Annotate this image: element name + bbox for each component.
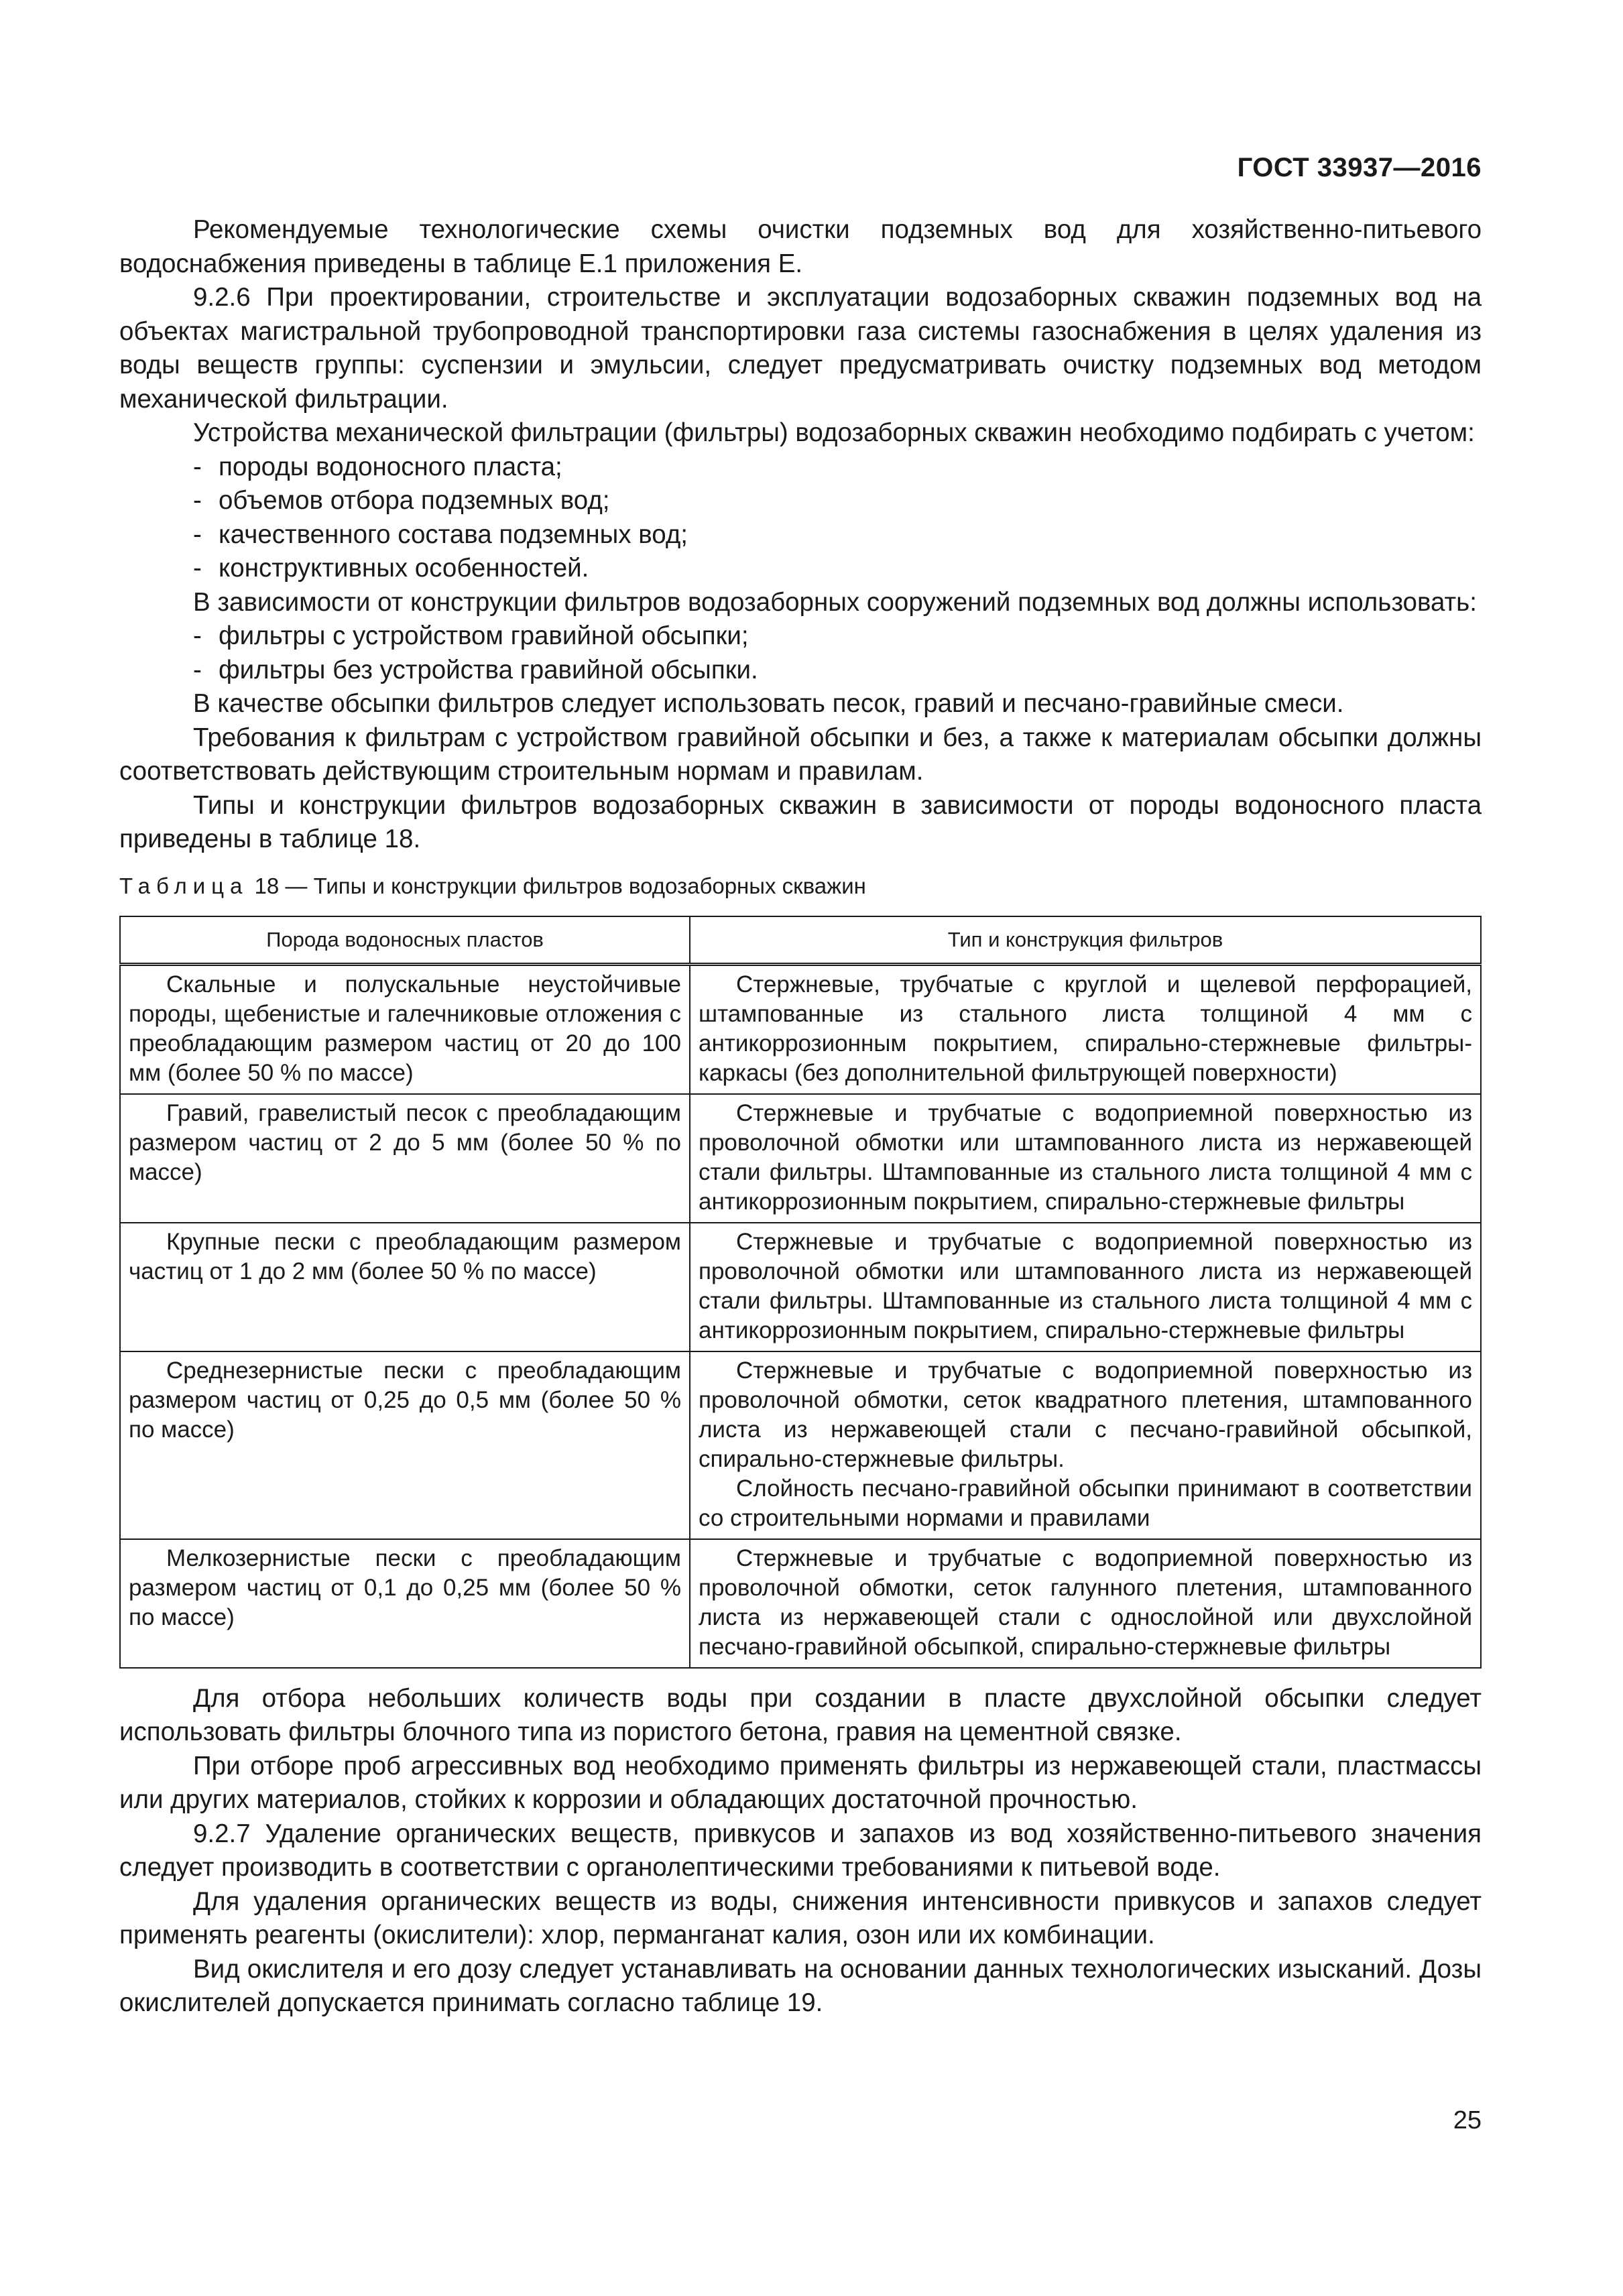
rock-cell [120,1539,690,1668]
after-table-section [119,1682,1482,2020]
column-header-rock: Порода водоносных пластов [120,916,690,965]
table-row [120,1223,1481,1351]
cell-text: Гравий, гравелистый песок с преобладающим размером частиц от 2 до 5 мм (более 50 % по массе) [129,1099,681,1185]
table-row [120,1094,1481,1223]
table-row [120,1539,1481,1668]
cell-text: Слойность песчано-гравийной обсыпки принимают в соответствии со строительными нормами и правилами [699,1475,1472,1531]
cell-text: Скальные и полускальные неустойчивые породы, щебенистые и галечниковые отложения с преобладающим размером частиц от 20 до 100 мм (более 50 % по массе) [129,971,681,1086]
list-item [193,450,1482,485]
filter-cell [690,1539,1481,1668]
filter-types-list [119,619,1482,687]
table-header-row [120,916,1481,965]
list-dash: - [193,486,202,515]
list-item-text: фильтры с устройством гравийной обсыпки; [219,621,749,650]
list-item [193,484,1482,518]
filter-types-table [119,916,1482,1669]
paragraph: Рекомендуемые технологические схемы очистки подземных вод для хозяйственно-питьевого водоснабжения приведены в таблице Е.1 приложения Е. [119,215,1482,278]
cell-text: Стержневые и трубчатые с водоприемной поверхностью из проволочной обмотки или штампованного листа из нержавеющей стали фильтры. Штампованные из стального листа толщиной 4 мм с антикоррозионным покрытием, спирально-стержневые фильтры [699,1099,1472,1215]
cell-text: Стержневые и трубчатые с водоприемной поверхностью из проволочной обмотки или штампованного листа из нержавеющей стали фильтры. Штампованные из стального листа толщиной 4 мм с антикоррозионным покрытием, спирально-стержневые фильтры [699,1228,1472,1343]
cell-text: Крупные пески с преобладающим размером частиц от 1 до 2 мм (более 50 % по массе) [129,1228,681,1284]
list-item [193,552,1482,586]
list-item-text: породы водоносного пласта; [219,452,562,481]
document-header: ГОСТ 33937—2016 [1237,153,1482,182]
list-item [193,619,1482,654]
paragraph: Для удаления органических веществ из воды, снижения интенсивности привкусов и запахов следует применять реагенты (окислители): хлор, перманганат калия, озон или их комбинации. [119,1886,1482,1949]
rock-cell [120,1351,690,1539]
table-row [120,1351,1481,1539]
list-dash: - [193,452,202,481]
paragraph: 9.2.7 Удаление органических веществ, привкусов и запахов из вод хозяйственно-питьевого значения следует производить в соответствии с органолептическими требованиями к питьевой воде. [119,1819,1482,1882]
document-page [119,0,1482,2296]
cell-text: Среднезернистые пески с преобладающим размером частиц от 0,25 до 0,5 мм (более 50 % по массе) [129,1357,681,1443]
rock-cell [120,1094,690,1223]
paragraph: 9.2.6 При проектировании, строительстве и эксплуатации водозаборных скважин подземных вод на объектах магистральной трубопроводной транспортировки газа системы газоснабжения в целях удаления из воды веществ группы: суспензии и эмульсии, следует предусматривать очистку подземных вод методом механической фильтрации. [119,283,1482,414]
document-body [119,213,1482,2020]
list-item-text: фильтры без устройства гравийной обсыпки. [219,655,758,684]
cell-text: Стержневые и трубчатые с водоприемной поверхностью из проволочной обмотки, сеток галунного плетения, штампованного листа из нержавеющей стали с однослойной или двухслойной песчано-гравийной обсыпкой, спирально-стержневые фильтры [699,1545,1472,1660]
table-row [120,964,1481,1094]
paragraph: Вид окислителя и его дозу следует устанавливать на основании данных технологических изысканий. Дозы окислителей допускается принимать согласно таблице 19. [119,1954,1482,2017]
list-dash: - [193,554,202,583]
filter-cell [690,1351,1481,1539]
list-dash: - [193,520,202,549]
cell-text: Мелкозернистые пески с преобладающим размером частиц от 0,1 до 0,25 мм (более 50 % по массе) [129,1545,681,1630]
cell-text: Стержневые и трубчатые с водоприемной поверхностью из проволочной обмотки, сеток квадратного плетения, штампованного листа из нержавеющей стали с песчано-гравийной обсыпкой, спирально-стержневые фильтры. [699,1357,1472,1472]
paragraph: Типы и конструкции фильтров водозаборных скважин в зависимости от породы водоносного пласта приведены в таблице 18. [119,790,1482,853]
paragraph: Для отбора небольших количеств воды при создании в пласте двухслойной обсыпки следует использовать фильтры блочного типа из пористого бетона, гравия на цементной связке. [119,1683,1482,1746]
criteria-list [119,450,1482,586]
list-item [193,518,1482,552]
column-header-filter: Тип и конструкция фильтров [690,916,1481,965]
paragraph: В качестве обсыпки фильтров следует использовать песок, гравий и песчано-гравийные смеси. [193,689,1344,718]
list-dash: - [193,655,202,684]
table-caption-label: Таблица [119,873,249,898]
list-dash: - [193,621,202,650]
table-caption [119,871,1482,901]
paragraph: При отборе проб агрессивных вод необходимо применять фильтры из нержавеющей стали, пластмассы или других материалов, стойких к коррозии и обладающих достаточной прочностью. [119,1751,1482,1814]
filter-cell [690,1094,1481,1223]
cell-text: Стержневые, трубчатые с круглой и щелевой перфорацией, штампованные из стального листа толщиной 4 мм с антикоррозионным покрытием, спирально-стержневые фильтры-каркасы (без дополнительной фильтрующей поверхности) [699,971,1472,1086]
rock-cell [120,964,690,1094]
list-item [193,654,1482,688]
rock-cell [120,1223,690,1351]
filter-cell [690,1223,1481,1351]
list-item-text: объемов отбора подземных вод; [219,486,610,515]
paragraph: Требования к фильтрам с устройством гравийной обсыпки и без, а также к материалам обсыпки должны соответствовать действующим строительным нормам и правилам. [119,723,1482,786]
paragraph: В зависимости от конструкции фильтров водозаборных сооружений подземных вод должны использовать: [193,587,1477,617]
page-number: 25 [1453,2106,1482,2134]
table-caption-text: 18 — Типы и конструкции фильтров водозаборных скважин [254,873,866,898]
filter-cell [690,964,1481,1094]
list-item-text: конструктивных особенностей. [219,554,589,583]
list-item-text: качественного состава подземных вод; [219,520,688,549]
paragraph: Устройства механической фильтрации (фильтры) водозаборных скважин необходимо подбирать с учетом: [193,418,1475,447]
